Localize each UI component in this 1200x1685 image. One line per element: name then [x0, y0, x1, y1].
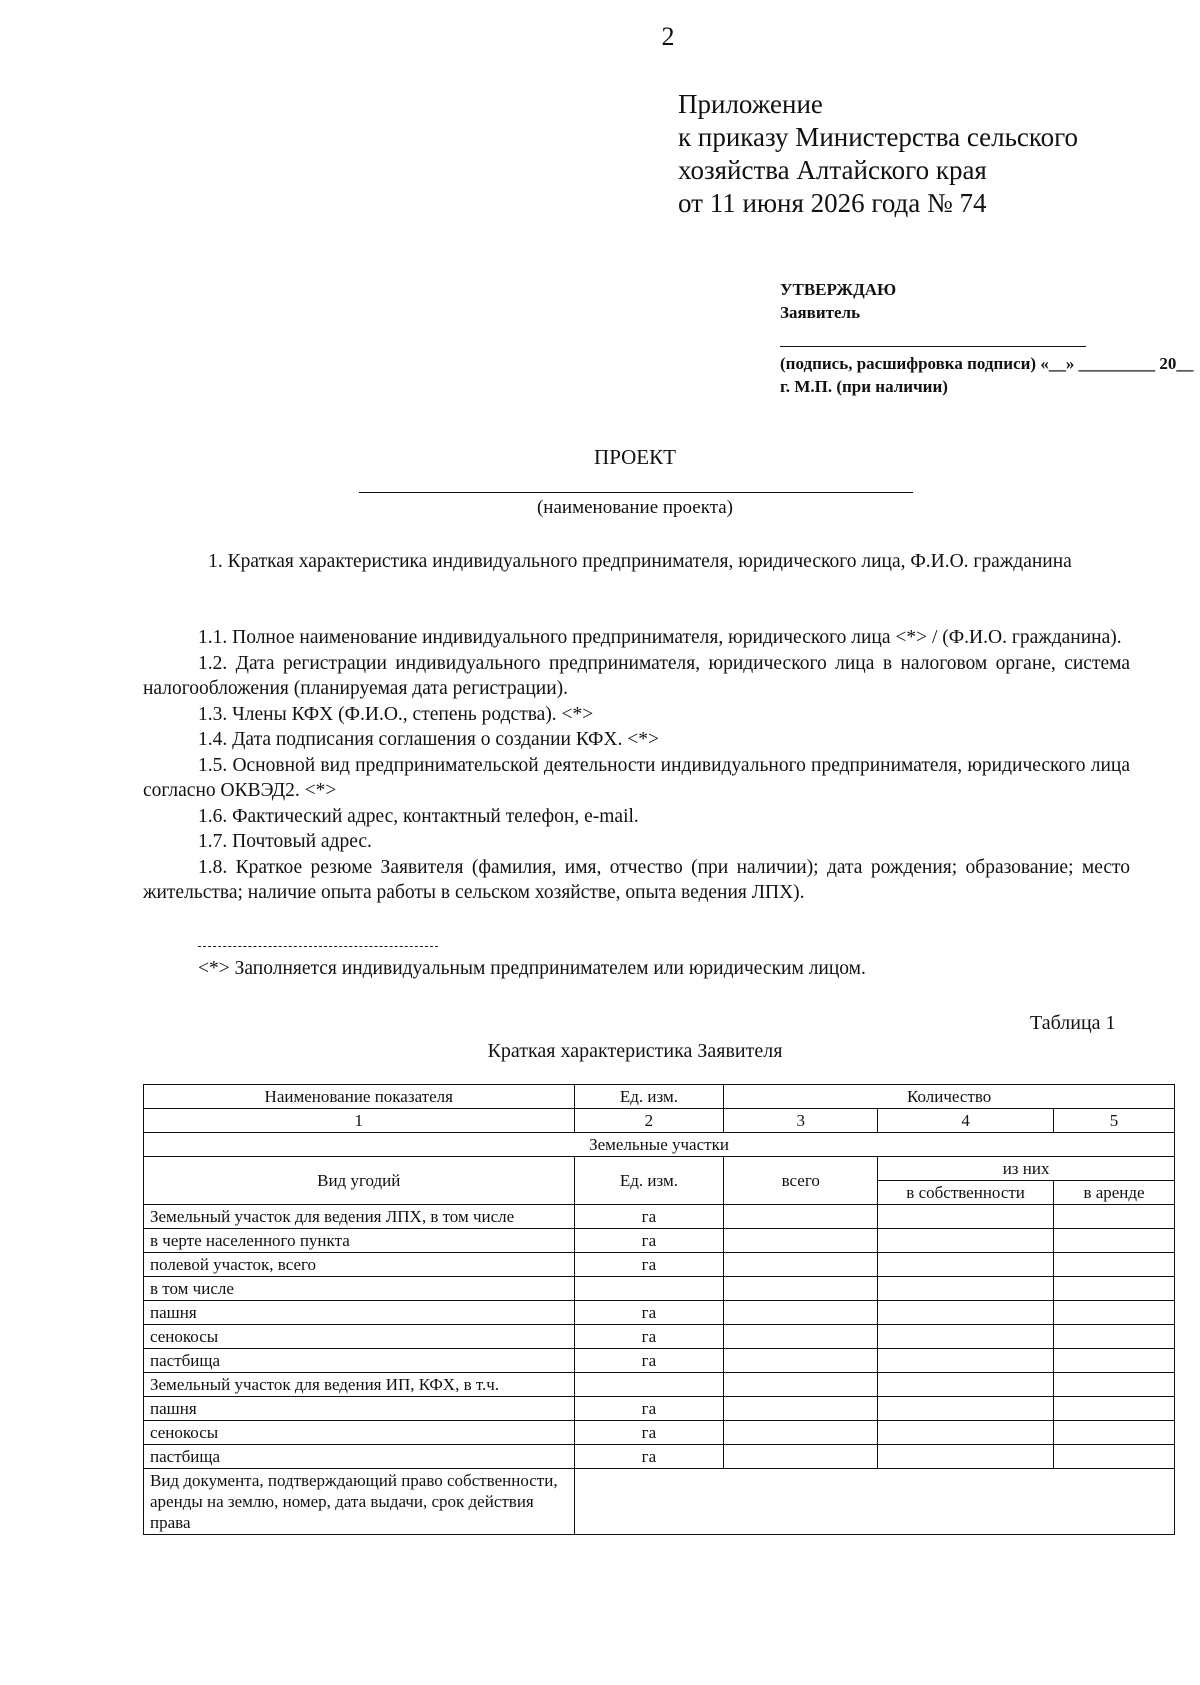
- project-title: ПРОЕКТ: [594, 445, 676, 469]
- header-quantity: Количество: [724, 1085, 1175, 1109]
- row-name: Земельный участок для ведения ЛПХ, в том числе: [144, 1205, 575, 1229]
- row-unit: га: [574, 1397, 724, 1421]
- cell-owned: [878, 1397, 1054, 1421]
- subheader-unit: Ед. изм.: [574, 1157, 724, 1205]
- footnote-divider: [198, 946, 438, 947]
- table-subheader-row: [144, 1157, 1175, 1181]
- cell-leased: [1054, 1229, 1175, 1253]
- cell-total: [724, 1397, 878, 1421]
- column-number: 3: [724, 1109, 878, 1133]
- header-unit: Ед. изм.: [574, 1085, 724, 1109]
- section-item: 1.4. Дата подписания соглашения о создании КФХ. <*>: [198, 729, 660, 750]
- cell-total: [724, 1253, 878, 1277]
- row-unit: га: [574, 1349, 724, 1373]
- cell-leased: [1054, 1445, 1175, 1469]
- applicant-table: [143, 1084, 1175, 1535]
- table-row: [144, 1445, 1175, 1469]
- table-number-row: [144, 1109, 1175, 1133]
- row-unit: га: [574, 1205, 724, 1229]
- table-row: [144, 1325, 1175, 1349]
- signature-caption: (подпись, расшифровка подписи): [780, 354, 1037, 373]
- subheader-total: всего: [724, 1157, 878, 1205]
- row-name: сенокосы: [144, 1421, 575, 1445]
- row-name: в том числе: [144, 1277, 575, 1301]
- row-unit: га: [574, 1421, 724, 1445]
- cell-leased: [1054, 1325, 1175, 1349]
- cell-owned: [878, 1301, 1054, 1325]
- column-number: 4: [878, 1109, 1054, 1133]
- cell-owned: [878, 1253, 1054, 1277]
- appendix-line: от 11 июня 2026 года № 74: [678, 188, 987, 218]
- approval-block: [780, 278, 896, 324]
- table-header-row: [144, 1085, 1175, 1109]
- section-item: 1.2. Дата регистрации индивидуального предпринимателя, юридического лица в налоговом органе, система налогообложения (планируемая дата регистрации).: [143, 652, 1130, 699]
- section-land: Земельные участки: [144, 1133, 1175, 1157]
- table-section-row: [144, 1133, 1175, 1157]
- cell-leased: [1054, 1373, 1175, 1397]
- project-caption: (наименование проекта): [536, 497, 733, 518]
- cell-owned: [878, 1229, 1054, 1253]
- section-heading: 1. Краткая характеристика индивидуального предпринимателя, юридического лица, Ф.И.О. гражданина: [208, 551, 1072, 572]
- cell-leased: [1054, 1301, 1175, 1325]
- cell-total: [724, 1325, 878, 1349]
- table-row: [144, 1421, 1175, 1445]
- table-row: [144, 1349, 1175, 1373]
- row-name: пашня: [144, 1397, 575, 1421]
- cell-owned: [878, 1325, 1054, 1349]
- row-unit: [574, 1277, 724, 1301]
- subheader-of-which: из них: [878, 1157, 1175, 1181]
- table-label: Таблица 1: [1030, 1012, 1116, 1034]
- header-indicator: Наименование показателя: [144, 1085, 575, 1109]
- row-name: полевой участок, всего: [144, 1253, 575, 1277]
- cell-owned: [878, 1445, 1054, 1469]
- appendix-block: [678, 88, 1078, 220]
- row-name: пашня: [144, 1301, 575, 1325]
- footnote: <*> Заполняется индивидуальным предпринимателем или юридическим лицом.: [198, 958, 866, 979]
- table-row: [144, 1253, 1175, 1277]
- row-name: пастбища: [144, 1445, 575, 1469]
- cell-owned: [878, 1277, 1054, 1301]
- cell-total: [724, 1373, 878, 1397]
- cell-owned: [878, 1421, 1054, 1445]
- signature-line: [780, 346, 1086, 347]
- row-unit: га: [574, 1445, 724, 1469]
- cell-total: [724, 1205, 878, 1229]
- appendix-line: хозяйства Алтайского края: [678, 155, 987, 185]
- row-unit: [574, 1373, 724, 1397]
- approval-date: «__» _________ 20__ г.: [780, 354, 1194, 396]
- cell-total: [724, 1349, 878, 1373]
- subheader-leased: в аренде: [1054, 1181, 1175, 1205]
- cell-total: [724, 1445, 878, 1469]
- page-number: 2: [661, 22, 675, 51]
- cell-leased: [1054, 1421, 1175, 1445]
- approval-details: [780, 352, 1200, 398]
- cell-leased: [1054, 1205, 1175, 1229]
- table-row: [144, 1205, 1175, 1229]
- row-name: пастбища: [144, 1349, 575, 1373]
- column-number: 5: [1054, 1109, 1175, 1133]
- cell-total: [724, 1421, 878, 1445]
- appendix-line: к приказу Министерства сельского: [678, 122, 1079, 152]
- document-row-value: [574, 1469, 1174, 1535]
- cell-leased: [1054, 1253, 1175, 1277]
- section-item: 1.5. Основной вид предпринимательской деятельности индивидуального предпринимателя, юридического лица согласно ОКВЭД2. <*>: [143, 754, 1130, 801]
- cell-total: [724, 1277, 878, 1301]
- row-unit: га: [574, 1229, 724, 1253]
- seal-note: М.П. (при наличии): [794, 377, 948, 396]
- column-number: 1: [144, 1109, 575, 1133]
- section-body: [143, 625, 1130, 906]
- cell-owned: [878, 1349, 1054, 1373]
- cell-leased: [1054, 1277, 1175, 1301]
- row-name: Земельный участок для ведения ИП, КФХ, в т.ч.: [144, 1373, 575, 1397]
- approval-role: Заявитель: [780, 303, 861, 322]
- table-title: Краткая характеристика Заявителя: [487, 1040, 783, 1062]
- cell-total: [724, 1301, 878, 1325]
- row-unit: га: [574, 1301, 724, 1325]
- cell-owned: [878, 1373, 1054, 1397]
- row-name: сенокосы: [144, 1325, 575, 1349]
- row-name: в черте населенного пункта: [144, 1229, 575, 1253]
- table-row: [144, 1301, 1175, 1325]
- appendix-line: Приложение: [678, 89, 823, 119]
- section-item: 1.1. Полное наименование индивидуального предпринимателя, юридического лица <*> / (Ф.И.О. гражданина).: [198, 627, 1122, 648]
- table-row: [144, 1373, 1175, 1397]
- section-item: 1.8. Краткое резюме Заявителя (фамилия, имя, отчество (при наличии); дата рождения; образование; место жительства; наличие опыта работы в сельском хозяйстве, опыта ведения ЛПХ).: [143, 856, 1130, 903]
- section-item: 1.6. Фактический адрес, контактный телефон, e-mail.: [198, 805, 639, 827]
- table-row: [144, 1469, 1175, 1535]
- row-unit: га: [574, 1253, 724, 1277]
- approval-title: УТВЕРЖДАЮ: [780, 280, 897, 299]
- cell-leased: [1054, 1397, 1175, 1421]
- document-row-label: Вид документа, подтверждающий право собственности, аренды на землю, номер, дата выдачи, срок действия права: [144, 1469, 575, 1535]
- table-row: [144, 1277, 1175, 1301]
- table-row: [144, 1397, 1175, 1421]
- column-number: 2: [574, 1109, 724, 1133]
- cell-total: [724, 1229, 878, 1253]
- subheader-owned: в собственности: [878, 1181, 1054, 1205]
- cell-owned: [878, 1205, 1054, 1229]
- section-item: 1.7. Почтовый адрес.: [198, 831, 372, 852]
- row-unit: га: [574, 1325, 724, 1349]
- cell-leased: [1054, 1349, 1175, 1373]
- table-row: [144, 1229, 1175, 1253]
- subheader-land-type: Вид угодий: [144, 1157, 575, 1205]
- project-name-line: [359, 492, 913, 493]
- section-item: 1.3. Члены КФХ (Ф.И.О., степень родства). <*>: [198, 703, 594, 725]
